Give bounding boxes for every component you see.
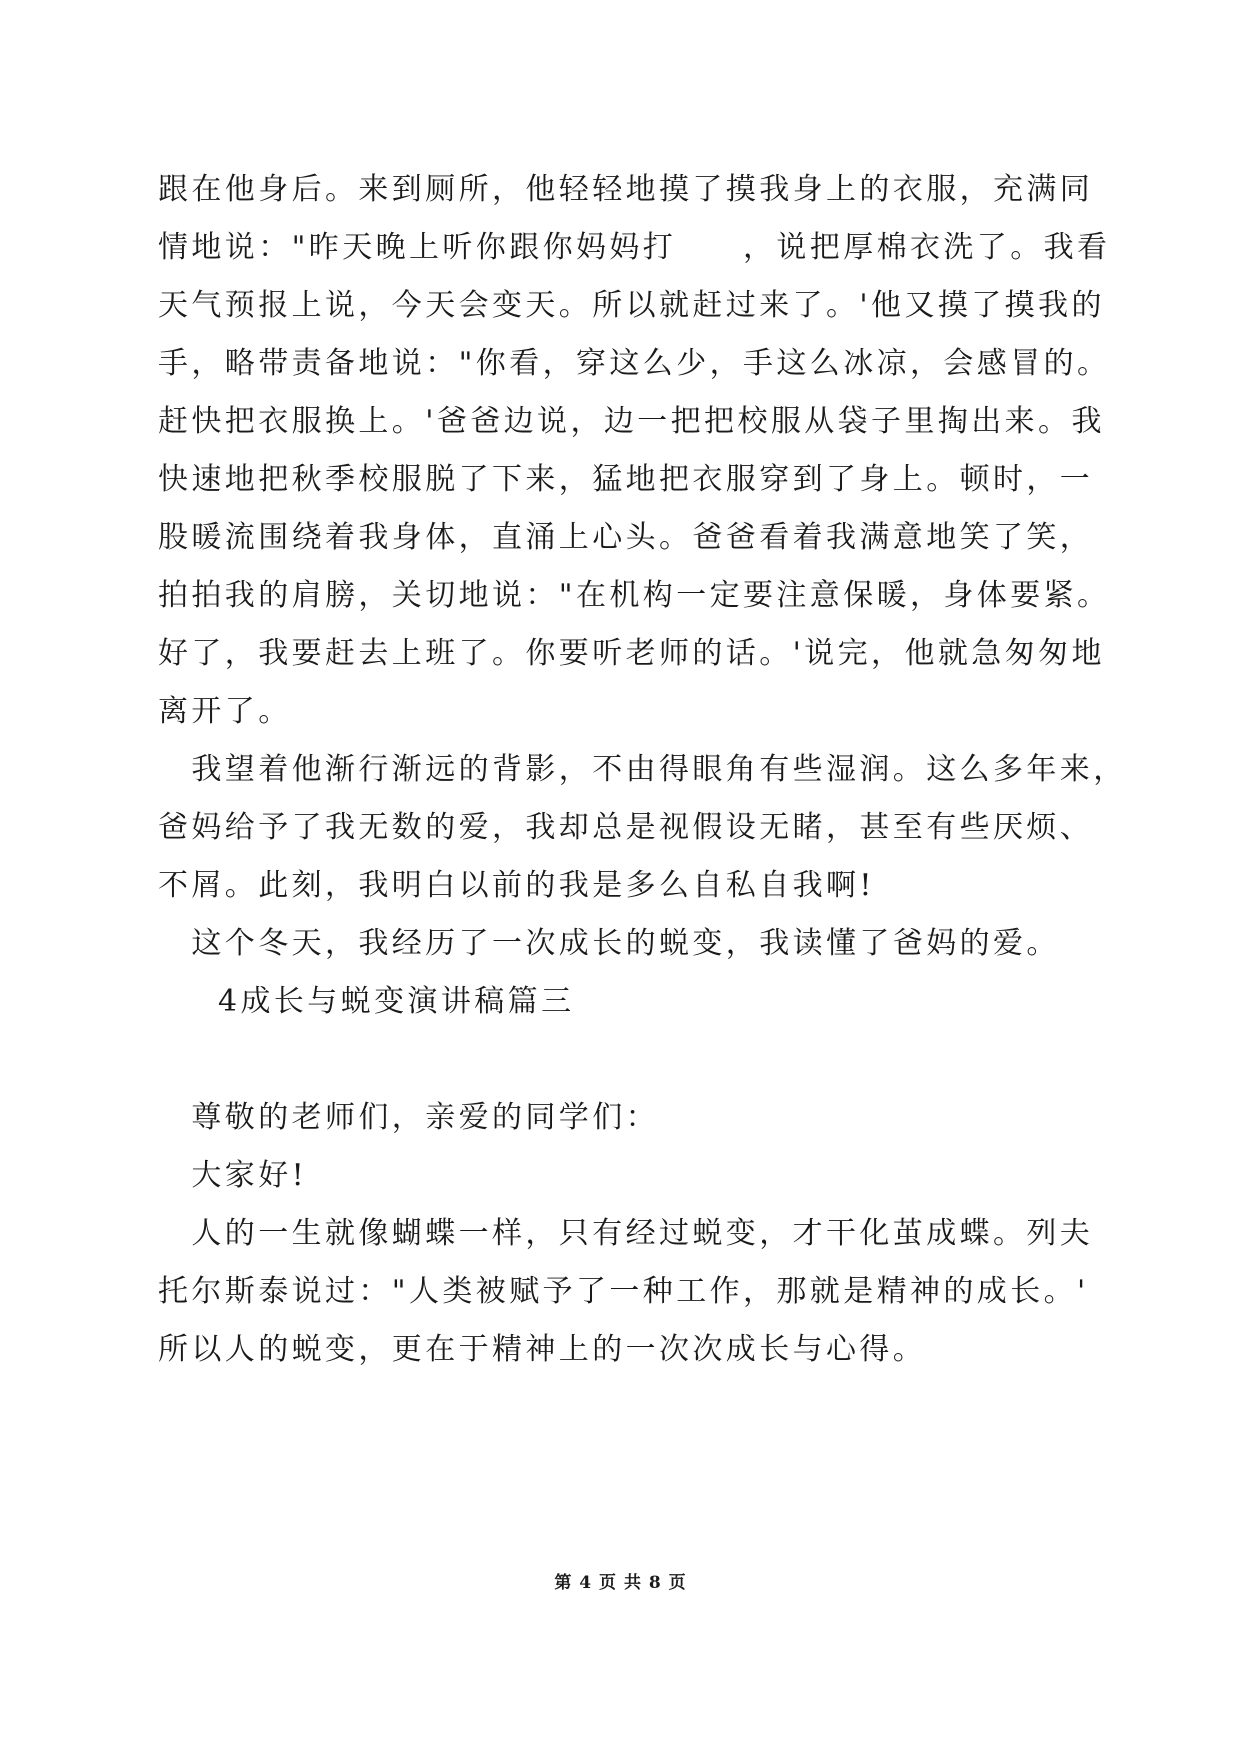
text-line: 情地说："昨天晚上听你跟你妈妈打 ，说把厚棉衣洗了。我看 (158, 230, 1111, 265)
text-line: 我望着他渐行渐远的背影，不由得眼角有些湿润。这么多年来， (158, 752, 1127, 787)
text-line: 人的一生就像蝴蝶一样，只有经过蜕变，才干化茧成蝶。列夫 (158, 1216, 1094, 1251)
text-line: 托尔斯泰说过："人类被赋予了一种工作，那就是精神的成长。' (158, 1274, 1089, 1309)
text-line: 快速地把秋季校服脱了下来，猛地把衣服穿到了身上。顿时，一 (158, 462, 1094, 497)
section-heading: 4成长与蜕变演讲稿篇三 (218, 984, 575, 1019)
greeting-line: 大家好! (158, 1158, 308, 1193)
text-line: 股暖流围绕着我身体，直涌上心头。爸爸看着我满意地笑了笑， (158, 520, 1094, 555)
page-footer: 第 4 页 共 8 页 (554, 1573, 687, 1593)
text-line: 爸妈给予了我无数的爱，我却总是视假设无睹，甚至有些厌烦、 (158, 810, 1094, 845)
text-line: 拍拍我的肩膀，关切地说："在机构一定要注意保暖，身体要紧。 (158, 578, 1111, 613)
salutation-line: 尊敬的老师们，亲爱的同学们： (158, 1100, 659, 1135)
text-line: 好了，我要赶去上班了。你要听老师的话。'说完，他就急匆匆地 (158, 636, 1105, 671)
text-line: 离开了。 (158, 694, 292, 729)
text-line: 所以人的蜕变，更在于精神上的一次次成长与心得。 (158, 1332, 927, 1367)
text-line: 赶快把衣服换上。'爸爸边说，边一把把校服从袋子里掏出来。我 (158, 404, 1105, 439)
text-line: 不屑。此刻，我明白以前的我是多么自私自我啊! (158, 868, 875, 903)
text-line: 天气预报上说，今天会变天。所以就赶过来了。'他又摸了摸我的 (158, 288, 1105, 323)
text-line: 手，略带责备地说："你看，穿这么少，手这么冰凉，会感冒的。 (158, 346, 1111, 381)
text-line: 跟在他身后。来到厕所，他轻轻地摸了摸我身上的衣服，充满同 (158, 172, 1094, 207)
text-line: 这个冬天，我经历了一次成长的蜕变，我读懂了爸妈的爱。 (158, 926, 1060, 961)
